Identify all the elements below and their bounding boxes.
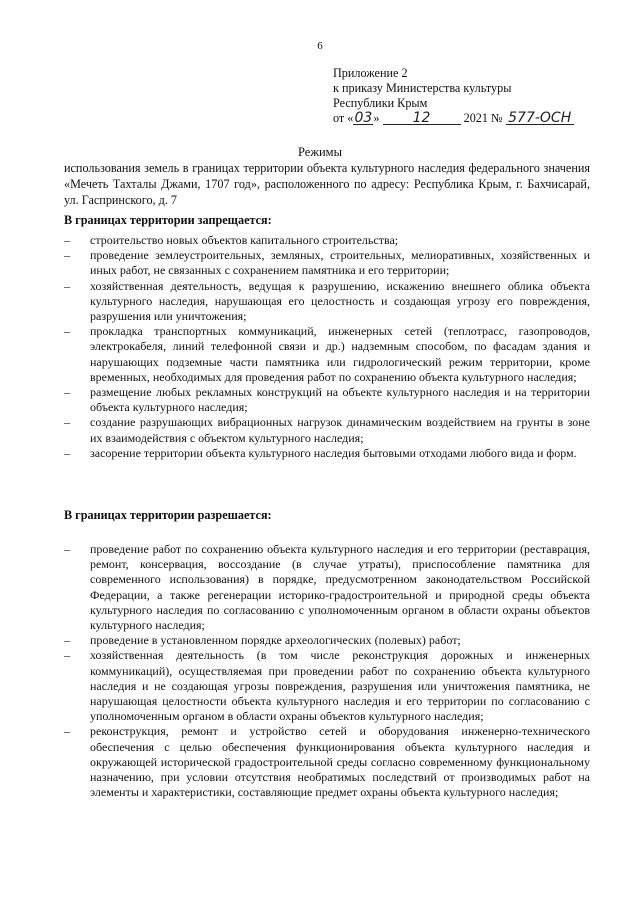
dash-bullet: – <box>64 445 70 460</box>
list-item-text: проведение в установленном порядке археологических (полевых) работ; <box>90 633 461 648</box>
list-item <box>64 415 590 445</box>
forbidden-list <box>64 233 590 461</box>
list-item <box>64 248 590 278</box>
date-prefix: от « <box>333 111 354 125</box>
dash-bullet: – <box>64 385 70 400</box>
dash-bullet: – <box>64 278 70 293</box>
list-item <box>64 233 590 248</box>
list-item <box>64 724 590 800</box>
list-item-text: создание разрушающих вибрационных нагрузок динамическим воздействием на грунты в зоне их взаимодействия с объектом культурного наследия; <box>90 415 590 445</box>
dash-bullet: – <box>64 233 70 247</box>
list-item-text: засорение территории объекта культурного наследия бытовыми отходами любого вида и форм. <box>90 445 577 460</box>
date-day: 03 <box>354 110 373 126</box>
page-number: 6 <box>317 40 323 52</box>
list-item <box>64 633 590 648</box>
allowed-list <box>64 542 590 800</box>
list-item <box>64 385 590 415</box>
list-item <box>64 279 590 325</box>
date-month: 12 <box>383 112 461 125</box>
list-item <box>64 542 590 633</box>
appendix-republic: Республики Крым <box>333 96 428 110</box>
list-item-text: хозяйственная деятельность (в том числе реконструкция дорожных и инженерных коммуникаций), осуществляемая при проведении работ по сохранению объекта культурного наследия и не создающая угрозы повреждения, разрушения или уничтожения памятника, не нарушающая целостности объекта культурного наследия и его территории по согласованию с уполномоченным органом в области охраны объектов культурного наследия; <box>90 648 590 724</box>
date-mid: » <box>373 111 380 125</box>
dash-bullet: – <box>64 324 70 339</box>
list-item <box>64 648 590 724</box>
list-item-text: строительство новых объектов капитального строительства; <box>90 233 399 247</box>
date-year: 2021 № <box>463 111 503 125</box>
dash-bullet: – <box>64 724 70 739</box>
list-item-text: хозяйственная деятельность, ведущая к разрушению, искажению внешнего облика объекта культурного наследия, нарушающая его целостность и создающая угрозу его повреждения, разрушения или уничтожения; <box>90 278 590 324</box>
appendix-block <box>333 66 574 126</box>
list-item-text: реконструкция, ремонт и устройство сетей и оборудования инженерно-технического обеспечения с целью обеспечения функционирования объекта культурного наследия и окружающей исторической градостроительной среды согласно современному функциональному назначению, при условии отсутствия необратимых последствий от производимых работ на элементы и характеристики, составляющие предмет охраны объекта культурного наследия; <box>90 724 590 800</box>
list-item <box>64 324 590 385</box>
list-item-text: проведение землеустроительных, земляных, строительных, мелиоративных, хозяйственных и иных работ, не связанных с сохранением памятника и его территории; <box>90 248 590 278</box>
appendix-order-ref: к приказу Министерства культуры <box>333 81 512 95</box>
allowed-heading: В границах территории разрешается: <box>64 508 272 522</box>
order-number: 577-ОСН <box>506 112 574 125</box>
list-item-text: прокладка транспортных коммуникаций, инженерных сетей (теплотрасс, газопроводов, электрокабеля, линий телефонной связи и др.) надземным способом, по фасадам здания и нарушающих подземные части памятника или гидрологический режим территории, кроме временных, необходимых для проведения работ по сохранению объекта культурного наследия; <box>90 324 590 384</box>
list-item <box>64 446 590 461</box>
dash-bullet: – <box>64 633 70 648</box>
forbidden-heading: В границах территории запрещается: <box>64 213 272 227</box>
list-item-text: размещение любых рекламных конструкций на объекте культурного наследия и на территории объекта культурного наследия; <box>90 385 590 415</box>
list-item-text: проведение работ по сохранению объекта культурного наследия и его территории (реставрация, ремонт, консервация, воссоздание (в случае утраты), приспособление памятника для современного использования) в порядке, предусмотренном законодательством Российской Федерации, а также регенерации историко-градостроительной и природной среды объекта культурного наследия по согласованию с уполномоченным органом в области охраны объектов культурного наследия; <box>90 542 590 633</box>
appendix-date-line <box>333 111 574 126</box>
appendix-title: Приложение 2 <box>333 66 408 80</box>
dash-bullet: – <box>64 542 70 556</box>
dash-bullet: – <box>64 648 70 663</box>
dash-bullet: – <box>64 415 70 430</box>
document-title: Режимы <box>298 145 342 159</box>
dash-bullet: – <box>64 248 70 263</box>
intro-paragraph: использования земель в границах территории объекта культурного наследия федерального значения «Мечеть Тахталы Джами, 1707 год», расположенного по адресу: Республика Крым, г. Бахчисарай, ул. Гаспринского, д. 7 <box>64 161 590 207</box>
